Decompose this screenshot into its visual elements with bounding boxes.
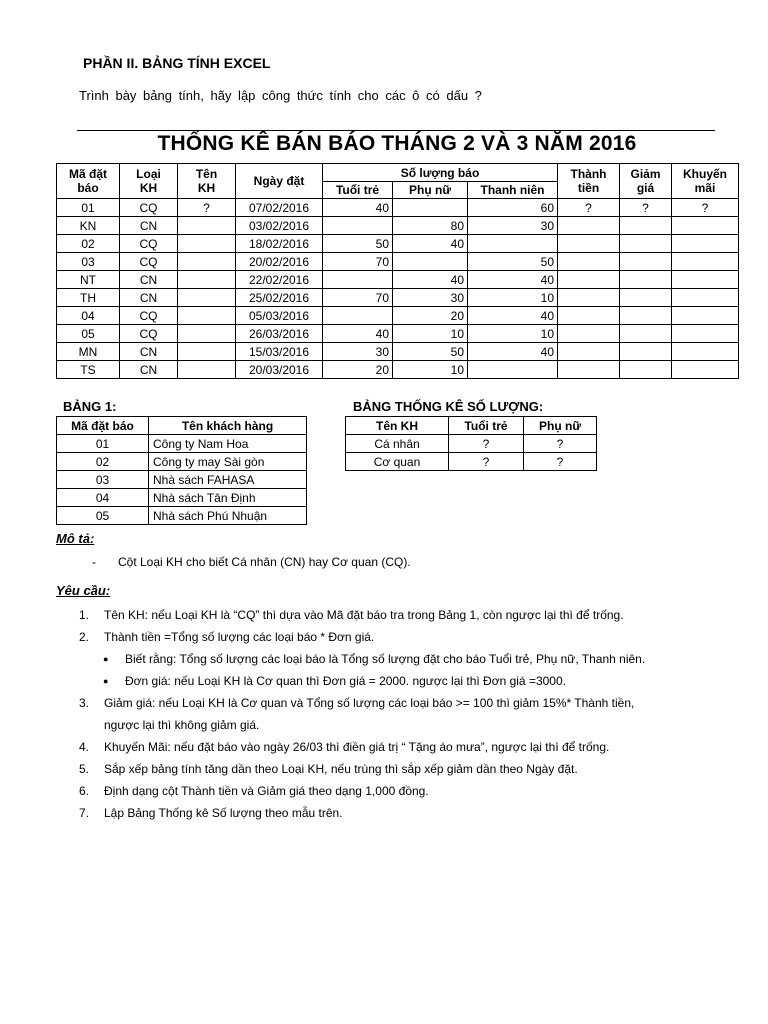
- cell-phu-nu: [393, 253, 468, 271]
- cell-phu-nu: 80: [393, 217, 468, 235]
- cell-ten-kh: [178, 235, 236, 253]
- requirement-number: 4.: [79, 740, 90, 754]
- cell-giam-gia: [620, 217, 672, 235]
- sales-table: [56, 163, 739, 379]
- stats-cell-tuoi-tre: ?: [449, 453, 524, 471]
- cell-thanh-nien: [468, 361, 558, 379]
- table-row: [57, 325, 739, 343]
- bang1-cell-ten: Nhà sách FAHASA: [149, 471, 307, 489]
- cell-giam-gia: [620, 325, 672, 343]
- cell-khuyen-mai: [672, 361, 739, 379]
- cell-phu-nu: [393, 199, 468, 217]
- part-heading: PHẦN II. BẢNG TÍNH EXCEL: [83, 55, 271, 71]
- bang1-cell-ma: 05: [57, 507, 149, 525]
- cell-thanh-tien: [558, 361, 620, 379]
- bullet-icon: ●: [103, 654, 109, 664]
- stats-cell-ten-kh: Cơ quan: [346, 453, 449, 471]
- header-ten-kh: Tên KH: [178, 164, 236, 199]
- cell-giam-gia: [620, 343, 672, 361]
- requirement-number: 1.: [79, 608, 90, 622]
- cell-khuyen-mai: [672, 235, 739, 253]
- cell-ngay-dat: 03/02/2016: [236, 217, 323, 235]
- lookup-table: [56, 416, 307, 525]
- cell-thanh-tien: [558, 325, 620, 343]
- cell-phu-nu: 10: [393, 361, 468, 379]
- stats-cell-tuoi-tre: ?: [449, 435, 524, 453]
- cell-giam-gia: [620, 253, 672, 271]
- bang1-cell-ten: Nhà sách Phú Nhuận: [149, 507, 307, 525]
- header-thanh-nien: Thanh niên: [468, 182, 558, 199]
- cell-loai-kh: CQ: [120, 325, 178, 343]
- cell-khuyen-mai: [672, 343, 739, 361]
- bang1-cell-ten: Công ty may Sài gòn: [149, 453, 307, 471]
- stats-header-ten-kh: Tên KH: [346, 417, 449, 435]
- cell-khuyen-mai: [672, 253, 739, 271]
- table-row: [57, 435, 307, 453]
- cell-ngay-dat: 18/02/2016: [236, 235, 323, 253]
- cell-thanh-nien: 60: [468, 199, 558, 217]
- cell-thanh-tien: [558, 343, 620, 361]
- cell-ma-dat-bao: 02: [57, 235, 120, 253]
- cell-thanh-tien: [558, 271, 620, 289]
- table-row: [57, 453, 307, 471]
- stats-table: [345, 416, 597, 471]
- cell-loai-kh: CQ: [120, 235, 178, 253]
- bang1-cell-ten: Công ty Nam Hoa: [149, 435, 307, 453]
- cell-loai-kh: CN: [120, 271, 178, 289]
- cell-ten-kh: [178, 253, 236, 271]
- cell-loai-kh: CN: [120, 361, 178, 379]
- cell-ma-dat-bao: 03: [57, 253, 120, 271]
- page-title: THỐNG KÊ BÁN BÁO THÁNG 2 VÀ 3 NĂM 2016: [157, 132, 637, 155]
- header-giam-gia: Giảm giá: [620, 164, 672, 199]
- cell-phu-nu: 30: [393, 289, 468, 307]
- cell-tuoi-tre: 40: [323, 325, 393, 343]
- table-row: [57, 199, 739, 217]
- cell-phu-nu: 40: [393, 235, 468, 253]
- description-heading: Mô tả:: [56, 531, 95, 546]
- cell-tuoi-tre: 50: [323, 235, 393, 253]
- cell-thanh-tien: [558, 217, 620, 235]
- table-row: [57, 471, 307, 489]
- stats-cell-phu-nu: ?: [524, 435, 597, 453]
- cell-phu-nu: 50: [393, 343, 468, 361]
- cell-ten-kh: [178, 289, 236, 307]
- cell-thanh-nien: 30: [468, 217, 558, 235]
- cell-phu-nu: 10: [393, 325, 468, 343]
- cell-thanh-tien: [558, 307, 620, 325]
- cell-ten-kh: [178, 271, 236, 289]
- cell-tuoi-tre: [323, 271, 393, 289]
- requirement-number: 5.: [79, 762, 90, 776]
- requirement-text-continued: ngược lại thì không giảm giá.: [104, 718, 260, 732]
- cell-thanh-nien: 10: [468, 325, 558, 343]
- cell-ma-dat-bao: NT: [57, 271, 120, 289]
- table-row: [57, 343, 739, 361]
- requirement-text: Thành tiền =Tổng số lượng các loại báo * Đơn giá.: [104, 630, 375, 644]
- cell-ten-kh: [178, 325, 236, 343]
- table-row: [57, 361, 739, 379]
- cell-ma-dat-bao: 05: [57, 325, 120, 343]
- stats-header-phu-nu: Phụ nữ: [524, 417, 597, 435]
- requirement-text: Định dạng cột Thành tiền và Giảm giá theo dạng 1,000 đồng.: [104, 784, 429, 798]
- cell-ngay-dat: 25/02/2016: [236, 289, 323, 307]
- table-row: [57, 217, 739, 235]
- cell-giam-gia: [620, 361, 672, 379]
- requirement-text: Lập Bảng Thống kê Số lượng theo mẫu trên.: [104, 806, 343, 820]
- stats-cell-phu-nu: ?: [524, 453, 597, 471]
- cell-giam-gia: [620, 235, 672, 253]
- cell-loai-kh: CQ: [120, 307, 178, 325]
- cell-thanh-nien: [468, 235, 558, 253]
- bang1-cell-ma: 01: [57, 435, 149, 453]
- requirements-heading: Yêu cầu:: [56, 583, 111, 598]
- cell-ten-kh: [178, 217, 236, 235]
- cell-ngay-dat: 20/02/2016: [236, 253, 323, 271]
- requirement-text: Sắp xếp bảng tính tăng dần theo Loại KH, nếu trùng thì sắp xếp giảm dần theo Ngày đặt.: [104, 762, 578, 776]
- description-text: Cột Loại KH cho biết Cá nhân (CN) hay Cơ quan (CQ).: [118, 555, 411, 569]
- cell-ma-dat-bao: MN: [57, 343, 120, 361]
- table-row: [57, 289, 739, 307]
- cell-tuoi-tre: 30: [323, 343, 393, 361]
- bang1-cell-ten: Nhà sách Tân Định: [149, 489, 307, 507]
- cell-tuoi-tre: 40: [323, 199, 393, 217]
- cell-tuoi-tre: 70: [323, 253, 393, 271]
- header-loai-kh: Loại KH: [120, 164, 178, 199]
- header-thanh-tien: Thành tiền: [558, 164, 620, 199]
- cell-ma-dat-bao: 04: [57, 307, 120, 325]
- stats-header-tuoi-tre: Tuổi trẻ: [449, 417, 524, 435]
- requirement-number: 6.: [79, 784, 90, 798]
- cell-ma-dat-bao: TH: [57, 289, 120, 307]
- bang1-cell-ma: 03: [57, 471, 149, 489]
- cell-ngay-dat: 22/02/2016: [236, 271, 323, 289]
- cell-ten-kh: [178, 343, 236, 361]
- cell-thanh-nien: 50: [468, 253, 558, 271]
- cell-ngay-dat: 26/03/2016: [236, 325, 323, 343]
- cell-ten-kh: [178, 307, 236, 325]
- cell-giam-gia: [620, 271, 672, 289]
- stats-title: BẢNG THỐNG KÊ SỐ LƯỢNG:: [353, 399, 544, 414]
- cell-ten-kh: [178, 361, 236, 379]
- cell-ngay-dat: 15/03/2016: [236, 343, 323, 361]
- header-ngay-dat: Ngày đặt: [236, 164, 323, 199]
- cell-khuyen-mai: ?: [672, 199, 739, 217]
- table-row: [57, 271, 739, 289]
- header-khuyen-mai: Khuyến mãi: [672, 164, 739, 199]
- cell-ngay-dat: 07/02/2016: [236, 199, 323, 217]
- requirement-number: 7.: [79, 806, 90, 820]
- cell-thanh-tien: [558, 235, 620, 253]
- cell-giam-gia: [620, 307, 672, 325]
- stats-cell-ten-kh: Cá nhân: [346, 435, 449, 453]
- cell-khuyen-mai: [672, 289, 739, 307]
- cell-tuoi-tre: [323, 307, 393, 325]
- cell-thanh-tien: [558, 289, 620, 307]
- cell-thanh-nien: 40: [468, 307, 558, 325]
- requirement-number: 3.: [79, 696, 90, 710]
- header-so-luong-bao: Số lượng báo: [323, 164, 558, 182]
- horizontal-rule: [77, 130, 715, 131]
- cell-khuyen-mai: [672, 217, 739, 235]
- cell-ten-kh: ?: [178, 199, 236, 217]
- cell-thanh-tien: ?: [558, 199, 620, 217]
- cell-ma-dat-bao: KN: [57, 217, 120, 235]
- header-tuoi-tre: Tuổi trẻ: [323, 182, 393, 199]
- cell-ngay-dat: 05/03/2016: [236, 307, 323, 325]
- requirement-subitem: Biết rằng: Tổng số lượng các loại báo là Tổng số lượng đặt cho báo Tuổi trẻ, Phụ nữ, Thanh niên.: [125, 652, 646, 666]
- table-row: [346, 453, 597, 471]
- table-row: [57, 307, 739, 325]
- cell-khuyen-mai: [672, 325, 739, 343]
- cell-loai-kh: CN: [120, 289, 178, 307]
- cell-ngay-dat: 20/03/2016: [236, 361, 323, 379]
- cell-tuoi-tre: 20: [323, 361, 393, 379]
- cell-khuyen-mai: [672, 307, 739, 325]
- requirement-text: Giảm giá: nếu Loại KH là Cơ quan và Tổng số lượng các loại báo >= 100 thì giảm 15%* Thành tiền,: [104, 696, 635, 710]
- bang1-title: BẢNG 1:: [63, 399, 117, 414]
- cell-loai-kh: CN: [120, 217, 178, 235]
- table-row: [57, 235, 739, 253]
- cell-thanh-tien: [558, 253, 620, 271]
- cell-khuyen-mai: [672, 271, 739, 289]
- cell-loai-kh: CQ: [120, 199, 178, 217]
- cell-loai-kh: CQ: [120, 253, 178, 271]
- bang1-cell-ma: 02: [57, 453, 149, 471]
- cell-giam-gia: [620, 289, 672, 307]
- cell-giam-gia: ?: [620, 199, 672, 217]
- requirement-number: 2.: [79, 630, 90, 644]
- bang1-header-ten: Tên khách hàng: [149, 417, 307, 435]
- bang1-cell-ma: 04: [57, 489, 149, 507]
- table-row: [346, 435, 597, 453]
- cell-thanh-nien: 40: [468, 343, 558, 361]
- description-dash: -: [92, 555, 96, 569]
- cell-phu-nu: 20: [393, 307, 468, 325]
- cell-thanh-nien: 10: [468, 289, 558, 307]
- cell-thanh-nien: 40: [468, 271, 558, 289]
- cell-tuoi-tre: 70: [323, 289, 393, 307]
- header-ma-dat-bao: Mã đặt báo: [57, 164, 120, 199]
- cell-tuoi-tre: [323, 217, 393, 235]
- bang1-header-ma: Mã đặt báo: [57, 417, 149, 435]
- header-phu-nu: Phụ nữ: [393, 182, 468, 199]
- table-row: [57, 507, 307, 525]
- requirement-text: Khuyến Mãi: nếu đặt báo vào ngày 26/03 thì điền giá trị “ Tặng áo mưa”, ngược lại thì để trống.: [104, 740, 610, 754]
- cell-loai-kh: CN: [120, 343, 178, 361]
- cell-ma-dat-bao: TS: [57, 361, 120, 379]
- bullet-icon: ●: [103, 676, 109, 686]
- intro-text: Trình bày bảng tính, hãy lập công thức tính cho các ô có dấu ?: [79, 88, 482, 103]
- table-row: [57, 489, 307, 507]
- cell-ma-dat-bao: 01: [57, 199, 120, 217]
- table-row: [57, 253, 739, 271]
- cell-phu-nu: 40: [393, 271, 468, 289]
- requirement-subitem: Đơn giá: nếu Loại KH là Cơ quan thì Đơn giá = 2000. ngược lại thì Đơn giá =3000.: [125, 674, 566, 688]
- requirement-text: Tên KH: nếu Loại KH là “CQ” thì dựa vào Mã đặt báo tra trong Bảng 1, còn ngược lại thì để trống.: [104, 608, 624, 622]
